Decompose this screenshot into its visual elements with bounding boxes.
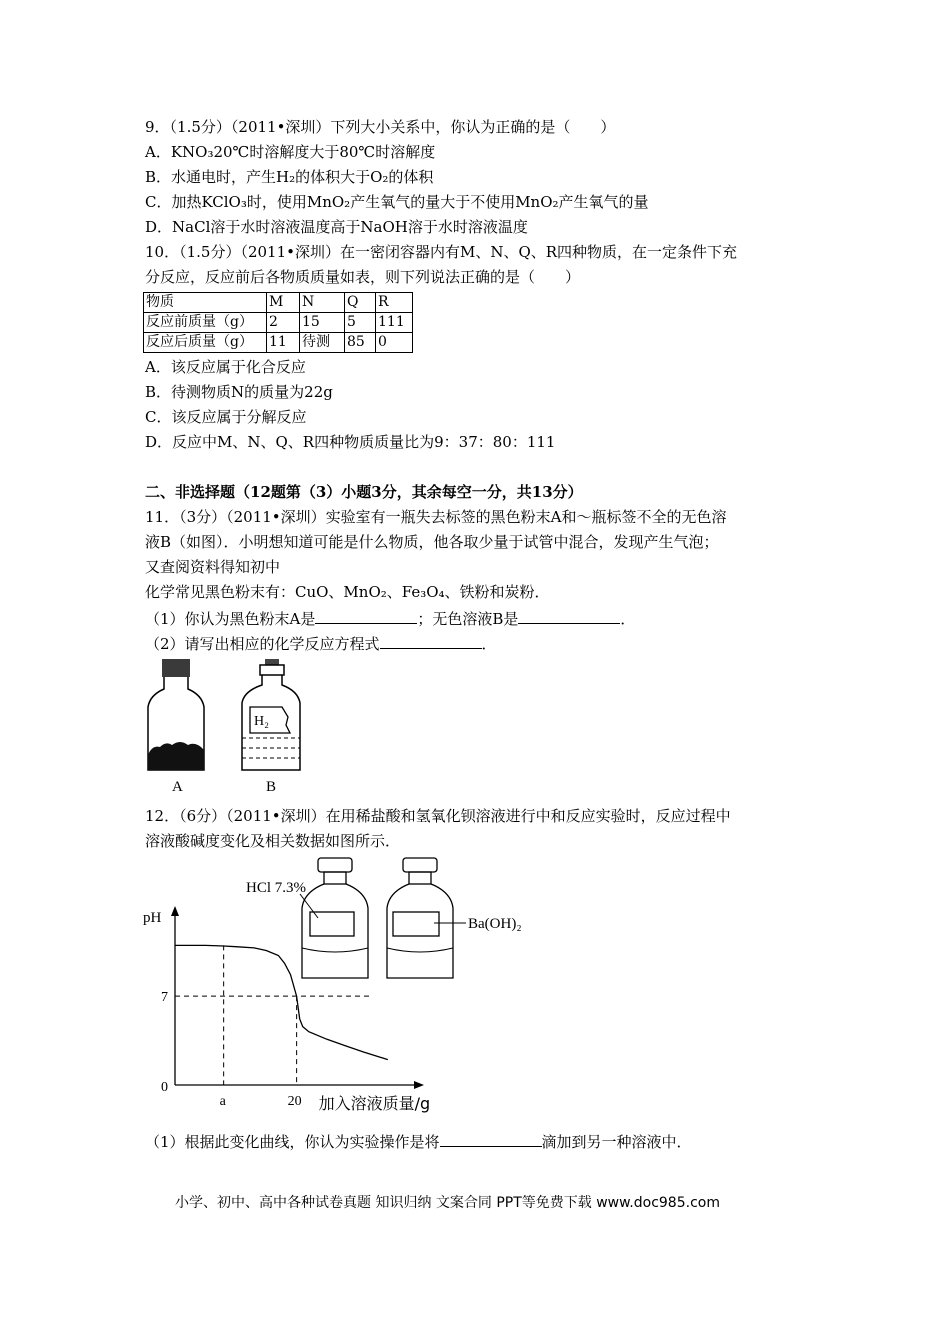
y-axis-label: pH [143, 910, 162, 926]
answer-blank-reagent[interactable] [440, 1130, 542, 1147]
q10-option-b: B．待测物质N的质量为22g [145, 383, 333, 401]
table-header-row [144, 293, 413, 313]
table-cell: N [300, 293, 345, 313]
q11-stem-line1: 11．（3分）（2011•深圳）实验室有一瓶失去标签的黑色粉末A和～瓶标签不全的无色溶 [145, 508, 727, 526]
bottle-a-icon [148, 659, 204, 770]
table-cell: 85 [345, 333, 376, 353]
q10-option-a: A．该反应属于化合反应 [145, 358, 306, 376]
q11-part2-end: ． [481, 635, 497, 653]
answer-blank-a[interactable] [315, 607, 417, 624]
q11-part2-text: （2）请写出相应的化学反应方程式 [145, 635, 380, 653]
q11-part1-text-b: ；无色溶液B是 [417, 610, 519, 628]
table-cell: 0 [376, 333, 413, 353]
x-tick-label: a [219, 1094, 226, 1109]
table-cell: 15 [300, 313, 345, 333]
table-cell: 物质 [144, 293, 267, 313]
page-footer: 小学、初中、高中各种试卷真题 知识归纳 文案合同 PPT等免费下载 www.doc985.com [175, 1195, 720, 1211]
x-axis-label: 加入溶液质量/g [318, 1094, 430, 1113]
table-cell: M [267, 293, 300, 313]
x-tick-label: 20 [287, 1094, 302, 1109]
ph-chart [140, 900, 430, 1115]
answer-blank-b[interactable] [518, 607, 620, 624]
q10-stem-line1: 10．（1.5分）（2011•深圳）在一密闭容器内有M、N、Q、R四种物质，在一定条件下充 [145, 243, 738, 261]
answer-blank-equation[interactable] [380, 632, 482, 649]
bottle-b-label-h2: H₂ [254, 714, 269, 729]
origin-label: 0 [161, 1080, 168, 1095]
q12-part1 [145, 1130, 692, 1152]
q10-option-d: D．反应中M、N、Q、R四种物质质量比为9：37：80：111 [145, 433, 556, 451]
table-cell: 待测 [300, 333, 345, 353]
q12-part1-text-a: （1）根据此变化曲线，你认为实验操作是将 [145, 1133, 440, 1151]
table-cell: 5 [345, 313, 376, 333]
table-row [144, 333, 413, 353]
q9-option-a: A．KNO₃20℃时溶解度大于80℃时溶解度 [145, 143, 436, 161]
table-cell: 反应后质量（g） [144, 333, 267, 353]
bottle-b-caption: B [266, 779, 277, 795]
q11-stem-line2: 液B（如图）．小明想知道可能是什么物质，他各取少量于试管中混合，发现产生气泡； [145, 533, 719, 551]
q12-stem-line1: 12．（6分）（2011•深圳）在用稀盐酸和氢氧化钡溶液进行中和反应实验时，反应过程中 [145, 807, 731, 825]
q9-option-d: D．NaCl溶于水时溶液温度高于NaOH溶于水时溶液温度 [145, 218, 528, 236]
q9-stem: 9．（1.5分）（2011•深圳）下列大小关系中，你认为正确的是（ ） [145, 118, 616, 136]
table-cell: 111 [376, 313, 413, 333]
q11-part2 [145, 632, 497, 654]
q9-option-c: C．加热KClO₃时，使用MnO₂产生氧气的量大于不使用MnO₂产生氧气的量 [145, 193, 649, 211]
q10-mass-table [143, 292, 413, 353]
bottle-b-icon [242, 659, 300, 770]
section-heading: 二、非选择题（12题第（3）小题3分，其余每空一分，共13分） [145, 483, 583, 501]
table-cell: Q [345, 293, 376, 313]
q11-part1 [145, 607, 635, 629]
hcl-label: HCl 7.3% [246, 880, 306, 896]
q12-part1-text-b: 滴加到另一种溶液中． [541, 1133, 692, 1151]
q10-stem-line2: 分反应，反应前后各物质质量如表，则下列说法正确的是（ ） [145, 268, 581, 286]
table-cell: R [376, 293, 413, 313]
table-cell: 2 [267, 313, 300, 333]
q10-option-c: C．该反应属于分解反应 [145, 408, 307, 426]
table-cell: 反应前质量（g） [144, 313, 267, 333]
q9-option-b: B．水通电时，产生H₂的体积大于O₂的体积 [145, 168, 434, 186]
q11-part1-text-c: ． [620, 610, 636, 628]
table-row [144, 313, 413, 333]
q12-stem-line2: 溶液酸碱度变化及相关数据如图所示． [145, 832, 401, 850]
y-tick-label: 7 [161, 990, 168, 1006]
table-cell: 11 [267, 333, 300, 353]
ph-curve [175, 945, 388, 1059]
x-axis-arrow [414, 1081, 424, 1089]
baoh2-label: Ba(OH)₂ [468, 916, 522, 932]
q11-stem-line3: 又查阅资料得知初中 [145, 558, 281, 576]
q11-part1-text-a: （1）你认为黑色粉末A是 [145, 610, 316, 628]
q11-bottles-figure [140, 655, 310, 800]
bottle-a-caption: A [172, 779, 183, 795]
y-axis-arrow [171, 906, 179, 916]
q11-stem-line4: 化学常见黑色粉末有：CuO、MnO₂、Fe₃O₄、铁粉和炭粉． [145, 583, 550, 601]
